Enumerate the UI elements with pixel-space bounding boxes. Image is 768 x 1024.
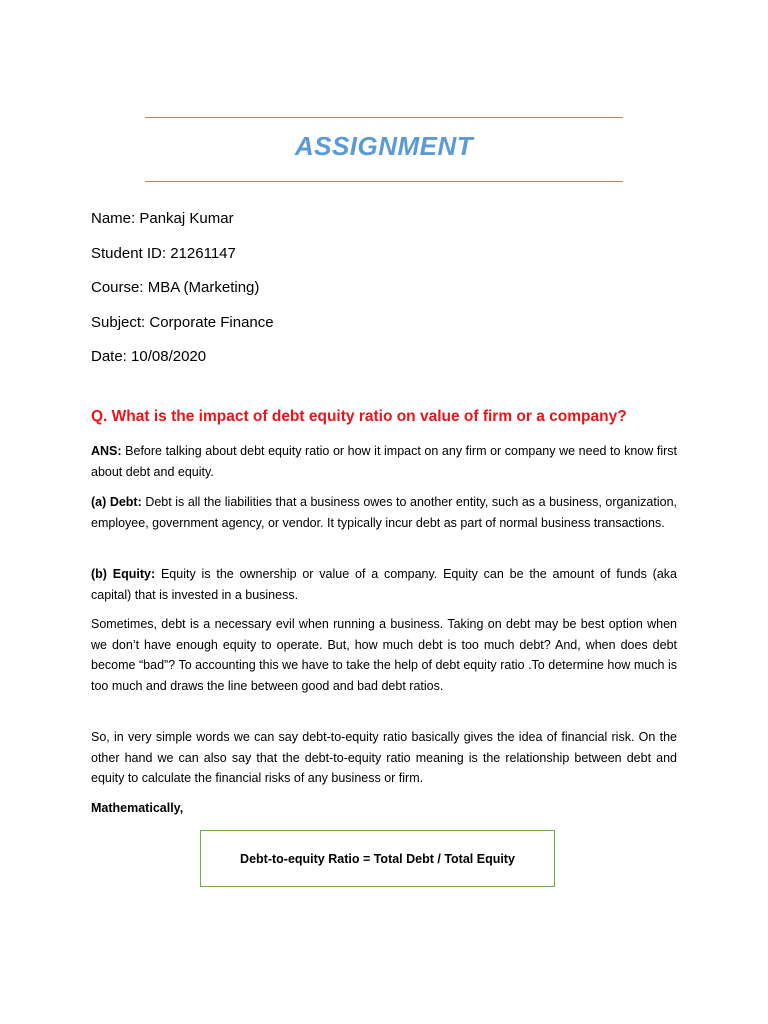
subject-value: Corporate Finance [149, 314, 274, 331]
course-line [91, 278, 259, 298]
date-line [91, 347, 206, 367]
course-value: MBA (Marketing) [147, 279, 260, 296]
debt-definition [91, 492, 677, 533]
student-id-line [91, 244, 236, 264]
name-line [91, 209, 234, 229]
course-label: Course: [91, 279, 144, 296]
student-id-label: Student ID: [91, 245, 167, 262]
subject-line [91, 313, 274, 333]
header-rule-bottom [145, 181, 623, 182]
paragraph-so: So, in very simple words we can say debt-to-equity ratio basically gives the idea of financial risk. On the other hand we can also say that the debt-to-equity ratio meaning is the relationship between debt and equity to calculate the financial risks of any business or firm. [91, 730, 677, 785]
page-title: ASSIGNMENT [294, 131, 474, 161]
question-heading: Q. What is the impact of debt equity ratio on value of firm or a company? [91, 408, 627, 425]
subject-label: Subject: [91, 314, 146, 331]
paragraph-sometimes: Sometimes, debt is a necessary evil when running a business. Taking on debt may be best option when we don’t have enough equity to operate. But, how much debt is too much debt? And, when does debt become “bad”? To accounting this we have to take the help of debt equity ratio .To determine how much is too much and draws the line between good and bad debt ratios. [91, 617, 677, 693]
name-label: Name: [91, 210, 136, 227]
ans-text: Before talking about debt equity ratio or how it impact on any firm or company we need to know first about debt and equity. [91, 444, 677, 479]
debt-label: (a) Debt: [91, 495, 142, 509]
ans-label: ANS: [91, 444, 122, 458]
formula-text: Debt-to-equity Ratio = Total Debt / Total Equity [240, 851, 515, 866]
name-value: Pankaj Kumar [139, 210, 234, 227]
date-label: Date: [91, 348, 127, 365]
answer-intro [91, 441, 677, 482]
debt-text: Debt is all the liabilities that a business owes to another entity, such as a business, organization, employee, government agency, or vendor. It typically incur debt as part of normal business transactions. [91, 495, 677, 530]
formula-box [200, 830, 555, 887]
student-id-value: 21261147 [170, 245, 236, 262]
header-rule-top [145, 117, 623, 118]
equity-definition [91, 564, 677, 605]
equity-text: Equity is the ownership or value of a company. Equity can be the amount of funds (aka capital) that is invested in a business. [91, 567, 677, 602]
date-value: 10/08/2020 [131, 348, 207, 365]
equity-label: (b) Equity: [91, 567, 156, 581]
mathematically-label: Mathematically, [91, 801, 184, 815]
